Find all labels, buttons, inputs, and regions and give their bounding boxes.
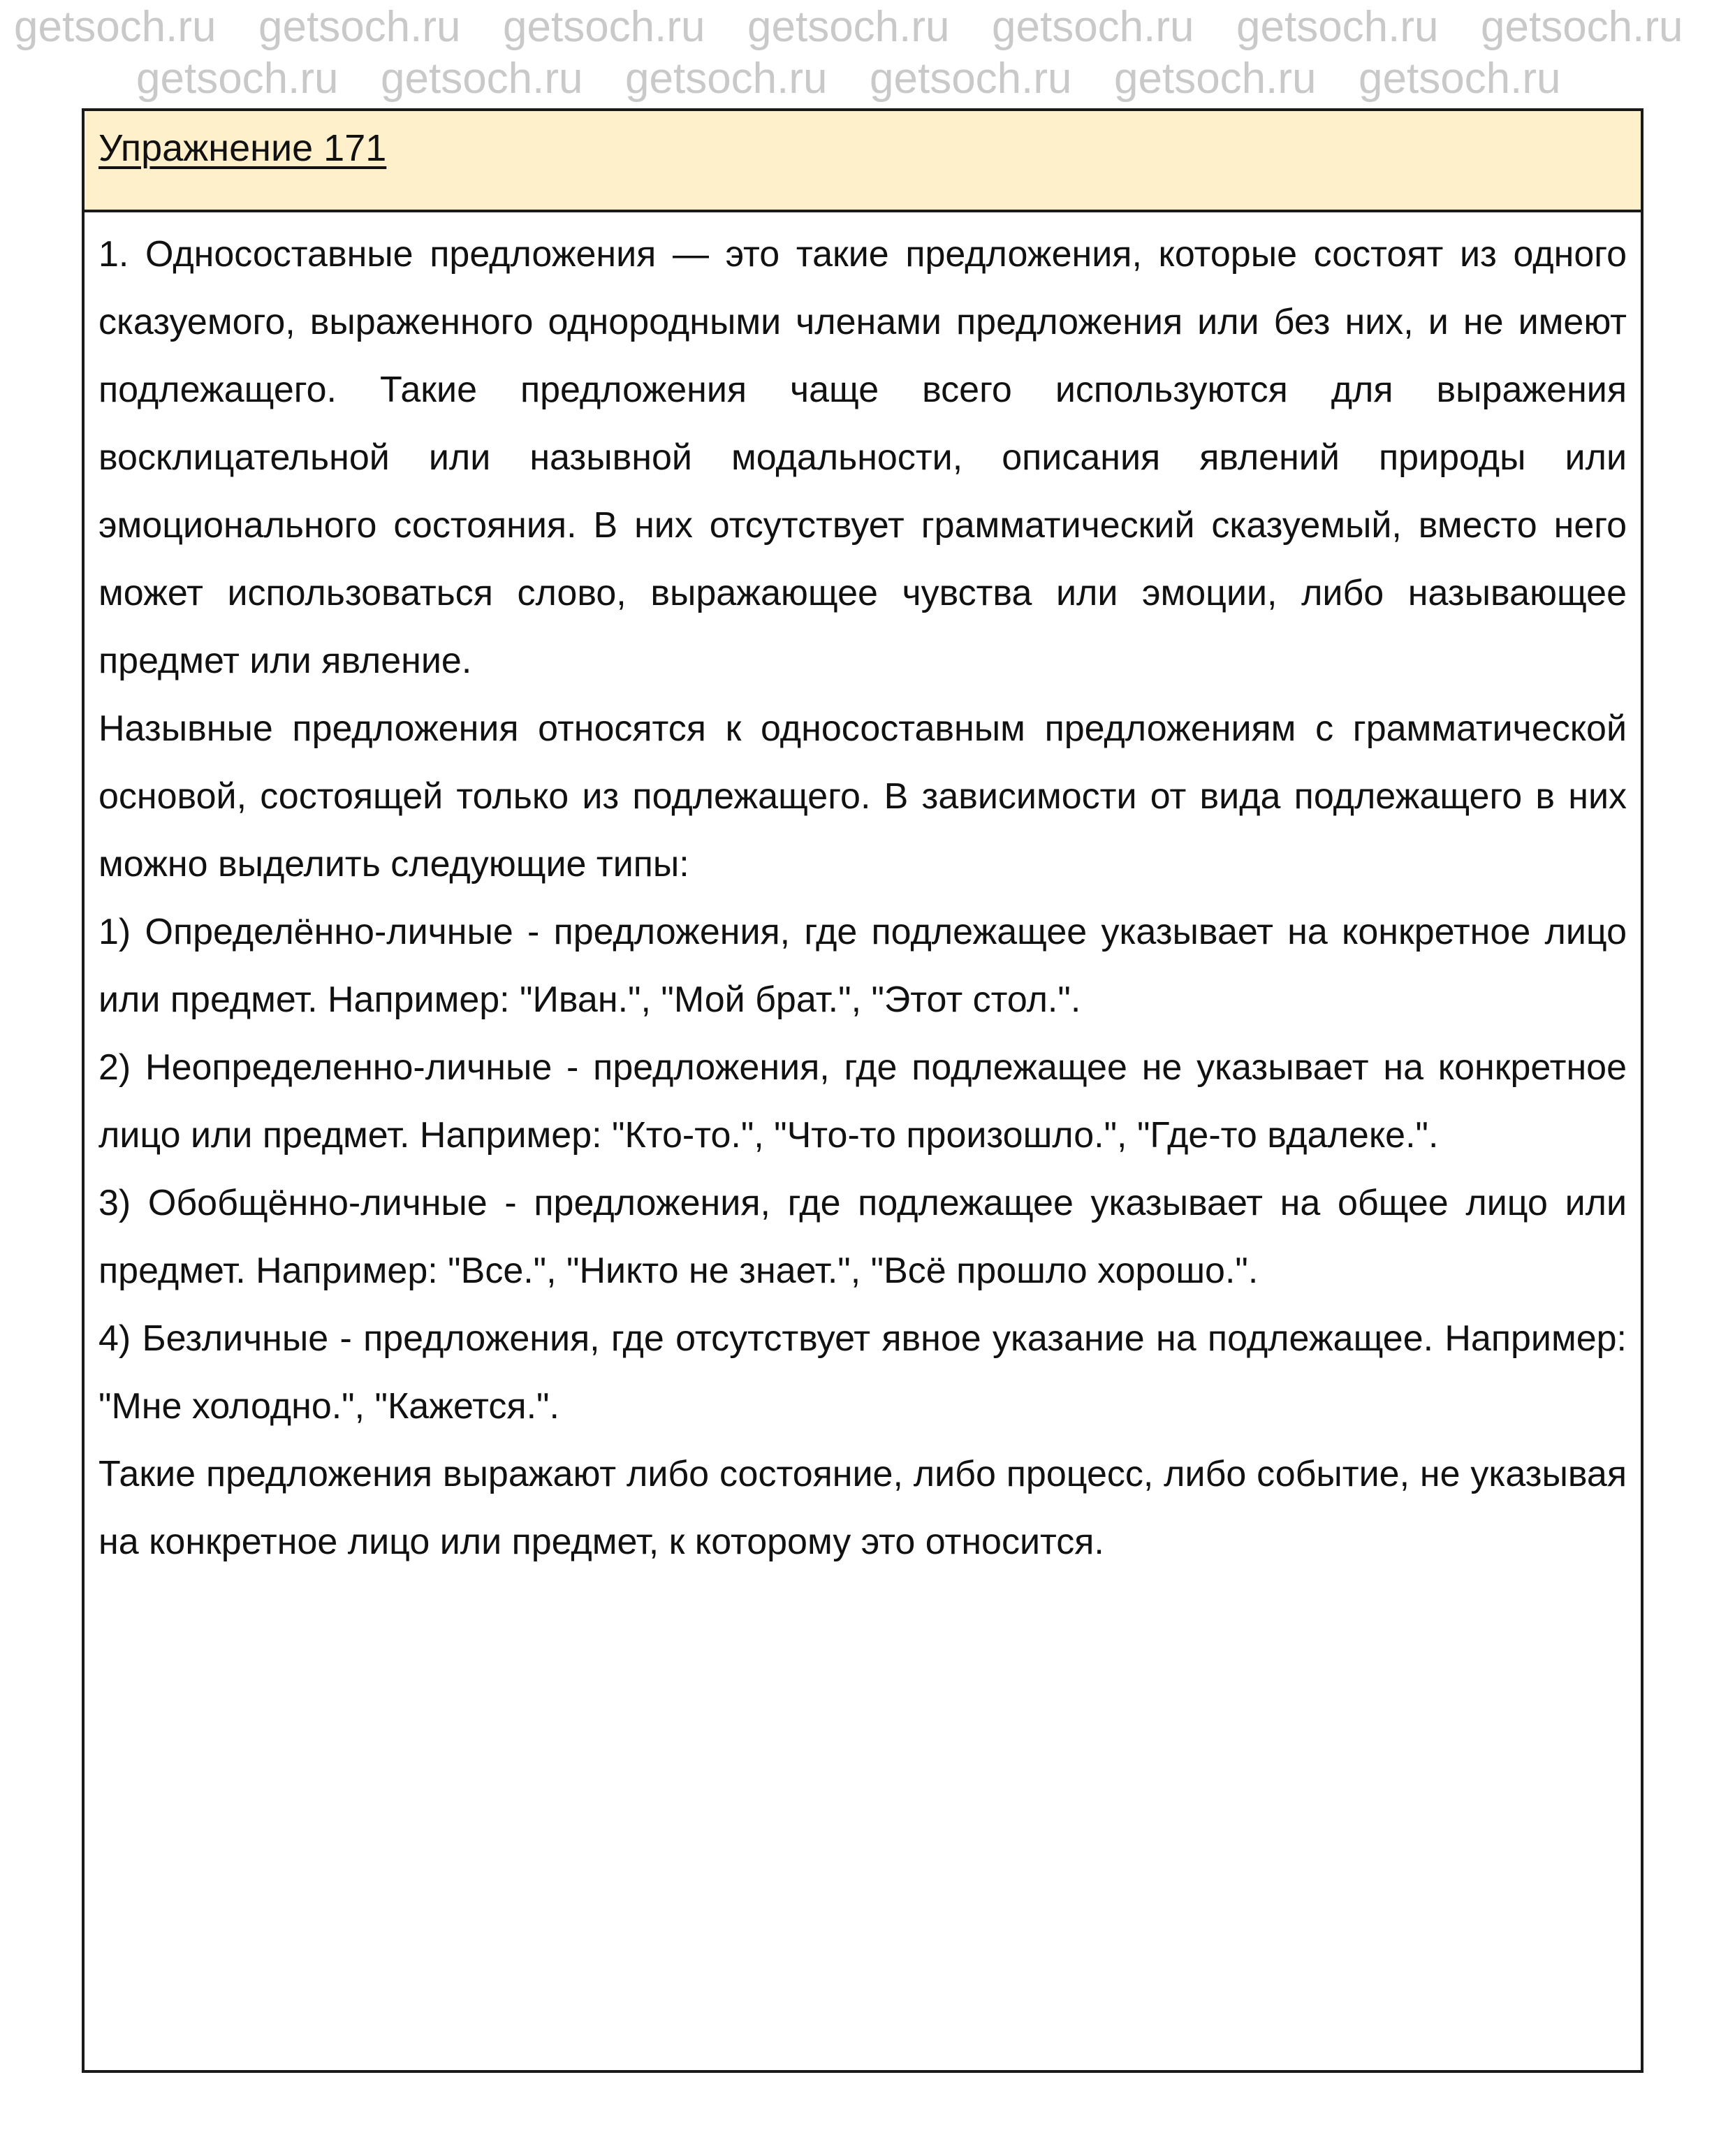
watermark: getsoch.ru	[503, 3, 705, 51]
exercise-title: Упражнение 171	[98, 127, 387, 169]
watermark: getsoch.ru	[14, 3, 217, 51]
watermark: getsoch.ru	[1114, 54, 1317, 103]
watermark: getsoch.ru	[258, 3, 461, 51]
exercise-card	[82, 108, 1644, 2073]
paragraph: Назывные предложения относятся к односоставным предложениям с грамматической основой, состоящей только из подлежащего. В зависимости от вида подлежащего в них можно выделить следующие типы:	[98, 708, 1627, 884]
watermark: getsoch.ru	[870, 54, 1072, 103]
paragraph: 1. Односоставные предложения — это такие предложения, которые состоят из одного сказуемого, выраженного однородными членами предложения или без них, и не имеют подлежащего. Такие предложения чаще всего используются для выражения восклицательной или назывной модальности, описания явлений природы или эмоционального состояния. В них отсутствует грамматический сказуемый, вместо него может использоваться слово, выражающее чувства или эмоции, либо называющее предмет или явление.	[98, 234, 1627, 681]
watermark: getsoch.ru	[1481, 3, 1683, 51]
list-item: 4) Безличные - предложения, где отсутствует явное указание на подлежащее. Например: "Мне холодно.", "Кажется.".	[98, 1318, 1627, 1427]
watermark: getsoch.ru	[136, 54, 339, 103]
watermark: getsoch.ru	[381, 54, 583, 103]
watermark: getsoch.ru	[992, 3, 1194, 51]
list-item: 3) Обобщённо-личные - предложения, где подлежащее указывает на общее лицо или предмет. Например: "Все.", "Никто не знает.", "Всё прошло хорошо.".	[98, 1183, 1627, 1291]
exercise-answer	[85, 212, 1641, 1590]
exercise-header	[85, 111, 1641, 212]
list-item: 2) Неопределенно-личные - предложения, где подлежащее не указывает на конкретное лицо или предмет. Например: "Кто-то.", "Что-то произошло.", "Где-то вдалеке.".	[98, 1047, 1627, 1156]
watermark: getsoch.ru	[747, 3, 950, 51]
watermark: getsoch.ru	[625, 54, 828, 103]
paragraph: Такие предложения выражают либо состояние, либо процесс, либо событие, не указывая на конкретное лицо или предмет, к которому это относится.	[98, 1454, 1627, 1562]
list-item: 1) Определённо-личные - предложения, где подлежащее указывает на конкретное лицо или предмет. Например: "Иван.", "Мой брат.", "Этот стол.".	[98, 912, 1627, 1020]
watermark: getsoch.ru	[1236, 3, 1439, 51]
watermark: getsoch.ru	[1359, 54, 1561, 103]
